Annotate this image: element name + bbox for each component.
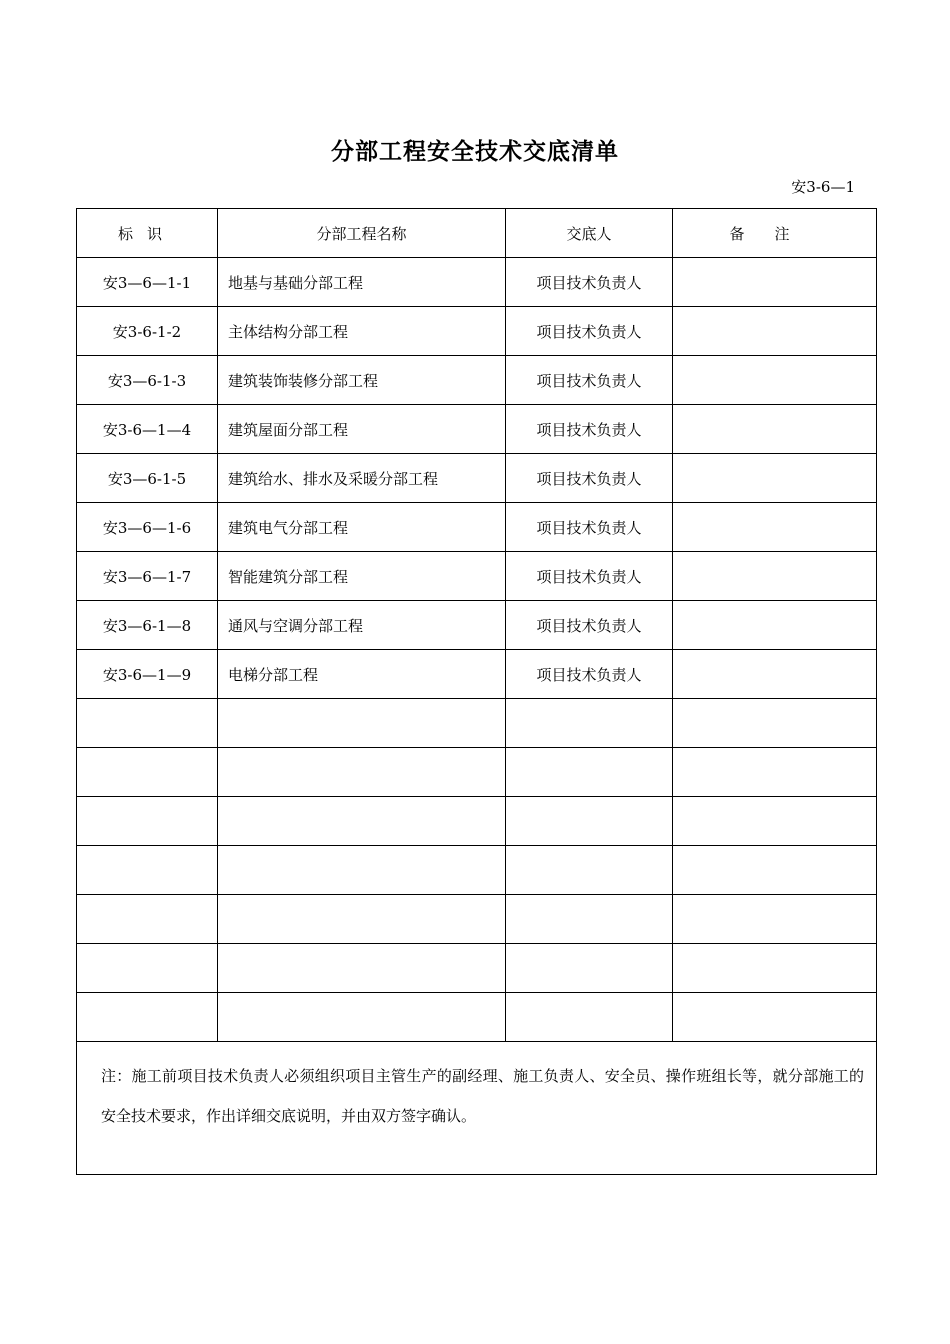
row-presenter-cell: 项目技术负责人 (506, 552, 673, 601)
row-name-cell (218, 748, 506, 797)
row-name-cell (218, 797, 506, 846)
table-row (77, 552, 877, 601)
row-presenter-cell (506, 748, 673, 797)
row-remark-cell (673, 307, 877, 356)
row-name-cell: 建筑屋面分部工程 (218, 405, 506, 454)
table-row (77, 454, 877, 503)
row-remark-cell (673, 993, 877, 1042)
table-row (77, 258, 877, 307)
header-id (77, 209, 218, 258)
table-row (77, 650, 877, 699)
row-name-cell (218, 993, 506, 1042)
table-row (77, 503, 877, 552)
row-id-cell (77, 993, 218, 1042)
row-name-cell: 地基与基础分部工程 (218, 258, 506, 307)
row-id-cell (77, 944, 218, 993)
table-row (77, 405, 877, 454)
row-name-cell: 智能建筑分部工程 (218, 552, 506, 601)
row-id-cell: 安3—6—1-7 (77, 552, 218, 601)
row-presenter-cell (506, 993, 673, 1042)
row-presenter-cell: 项目技术负责人 (506, 650, 673, 699)
header-remark-label: 备注 (729, 224, 820, 243)
row-remark-cell (673, 797, 877, 846)
header-presenter (506, 209, 673, 258)
form-code: 安3-6—1 (791, 178, 855, 196)
header-id-label: 标识 (117, 224, 176, 243)
table-row (77, 699, 877, 748)
row-remark-cell (673, 699, 877, 748)
row-presenter-cell: 项目技术负责人 (506, 601, 673, 650)
table-row (77, 748, 877, 797)
row-presenter-cell (506, 846, 673, 895)
table-header-row (77, 209, 877, 258)
row-id-cell: 安3-6—1—9 (77, 650, 218, 699)
note-text: 注：施工前项目技术负责人必须组织项目主管生产的副经理、施工负责人、安全员、操作班组长等，就分部施工的安全技术要求，作出详细交底说明，并由双方签字确认。 (77, 1042, 877, 1175)
row-remark-cell (673, 650, 877, 699)
row-id-cell: 安3—6-1-5 (77, 454, 218, 503)
row-id-cell: 安3-6—1—4 (77, 405, 218, 454)
row-name-cell (218, 895, 506, 944)
row-presenter-cell: 项目技术负责人 (506, 307, 673, 356)
table-row (77, 993, 877, 1042)
row-id-cell: 安3—6—1-6 (77, 503, 218, 552)
row-presenter-cell: 项目技术负责人 (506, 454, 673, 503)
table-row (77, 846, 877, 895)
header-remark (673, 209, 877, 258)
row-remark-cell (673, 405, 877, 454)
row-remark-cell (673, 503, 877, 552)
row-presenter-cell: 项目技术负责人 (506, 503, 673, 552)
row-id-cell (77, 748, 218, 797)
table-row (77, 307, 877, 356)
row-presenter-cell (506, 895, 673, 944)
row-presenter-cell (506, 699, 673, 748)
note-row (77, 1042, 877, 1175)
row-remark-cell (673, 944, 877, 993)
table-row (77, 944, 877, 993)
row-presenter-cell: 项目技术负责人 (506, 258, 673, 307)
row-name-cell: 建筑电气分部工程 (218, 503, 506, 552)
table-row (77, 895, 877, 944)
row-presenter-cell (506, 944, 673, 993)
row-presenter-cell: 项目技术负责人 (506, 405, 673, 454)
document-title: 分部工程安全技术交底清单 (331, 139, 619, 165)
row-remark-cell (673, 601, 877, 650)
row-id-cell (77, 895, 218, 944)
header-presenter-label: 交底人 (566, 224, 612, 243)
row-remark-cell (673, 454, 877, 503)
table-row (77, 601, 877, 650)
row-remark-cell (673, 552, 877, 601)
row-presenter-cell (506, 797, 673, 846)
row-id-cell: 安3-6-1-2 (77, 307, 218, 356)
row-id-cell: 安3—6-1-3 (77, 356, 218, 405)
row-remark-cell (673, 356, 877, 405)
row-id-cell (77, 699, 218, 748)
row-id-cell (77, 846, 218, 895)
header-name (218, 209, 506, 258)
row-remark-cell (673, 748, 877, 797)
row-remark-cell (673, 895, 877, 944)
row-name-cell (218, 699, 506, 748)
table-row (77, 356, 877, 405)
row-id-cell: 安3—6-1—8 (77, 601, 218, 650)
row-name-cell (218, 944, 506, 993)
row-name-cell: 建筑装饰装修分部工程 (218, 356, 506, 405)
row-name-cell: 建筑给水、排水及采暖分部工程 (218, 454, 506, 503)
table-body (77, 209, 877, 1175)
disclosure-table (76, 208, 877, 1175)
row-remark-cell (673, 846, 877, 895)
row-remark-cell (673, 258, 877, 307)
header-name-label: 分部工程名称 (316, 224, 407, 243)
row-name-cell (218, 846, 506, 895)
row-name-cell: 通风与空调分部工程 (218, 601, 506, 650)
row-id-cell: 安3—6—1-1 (77, 258, 218, 307)
row-name-cell: 电梯分部工程 (218, 650, 506, 699)
table-row (77, 797, 877, 846)
row-presenter-cell: 项目技术负责人 (506, 356, 673, 405)
row-name-cell: 主体结构分部工程 (218, 307, 506, 356)
row-id-cell (77, 797, 218, 846)
